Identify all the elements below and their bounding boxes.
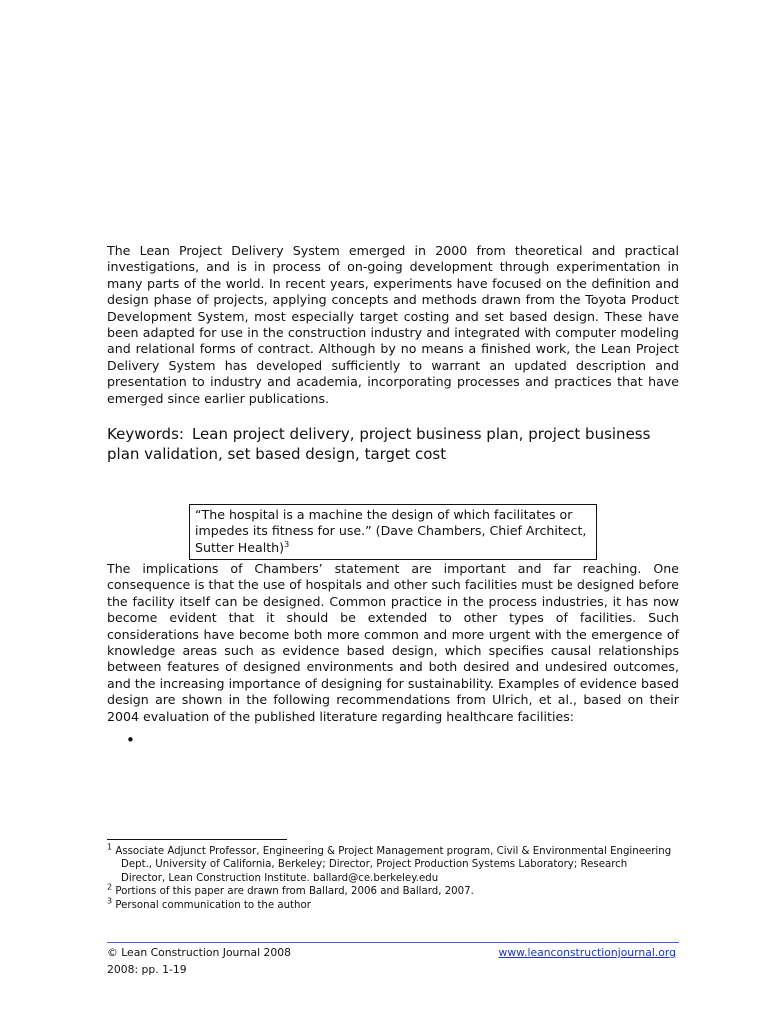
footnote-2 xyxy=(107,882,679,898)
bullet-marker: • xyxy=(126,731,135,749)
abstract-paragraph: The Lean Project Delivery System emerged in 2000 from theoretical and practical investigations, and is in process of on-going development through experimentation in many parts of the world. In recent years, experiments have focused on the definition and design phase of projects, applying concepts and methods drawn from the Toyota Product Development System, most especially target costing and set based design. These have been adapted for use in the construction industry and integrated with computer modeling and relational forms of contract. Although by no means a finished work, the Lean Project Delivery System has developed sufficiently to warrant an updated description and presentation to industry and academia, incorporating processes and practices that have emerged since earlier publications. xyxy=(107,243,679,406)
keywords-label: Keywords: xyxy=(107,425,184,443)
footer-pages: 2008: pp. 1-19 xyxy=(107,962,187,976)
journal-website-link[interactable]: www.leanconstructionjournal.org xyxy=(498,946,676,959)
footnotes xyxy=(107,842,679,912)
footnote-2-mark: 2 xyxy=(107,882,113,892)
footnote-1 xyxy=(107,842,679,885)
footer-left xyxy=(107,945,291,978)
quote-footnote-mark: 3 xyxy=(284,539,290,549)
footnote-3-text: Personal communication to the author xyxy=(115,899,311,911)
footer-rule xyxy=(107,942,679,943)
footnote-1-line3: Director, Lean Construction Institute. ballard@ce.berkeley.edu xyxy=(121,872,439,884)
footnote-separator xyxy=(107,839,287,840)
quote-text: “The hospital is a machine the design of which facilitates or impedes its fitness for use.” (Dave Chambers, Chief Architect, Sutter Health) xyxy=(195,507,587,555)
footnote-1-line2: Dept., University of California, Berkeley; Director, Project Production Systems Laboratory; Research xyxy=(121,859,628,871)
footnote-2-text: Portions of this paper are drawn from Ballard, 2006 and Ballard, 2007. xyxy=(115,886,474,898)
footnote-1-line1: Associate Adjunct Professor, Engineering & Project Management program, Civil & Environmental Engineering xyxy=(115,846,672,857)
footnote-3 xyxy=(107,896,679,912)
body-paragraph: The implications of Chambers’ statement are important and far reaching. One consequence is that the use of hospitals and other such facilities must be designed before the facility itself can be designed. Common practice in the process industries, it has now become evident that it should be extended to other types of facilities. Such considerations have become both more common and more urgent with the emergence of knowledge areas such as evidence based design, which specifies causal relationships between features of designed environments and both desired and undesired outcomes, and the increasing importance of designing for sustainability. Examples of evidence based design are shown in the following recommendations from Ulrich, et al., based on their 2004 evaluation of the published literature regarding healthcare facilities: xyxy=(107,561,679,724)
keywords-text: Lean project delivery, project business plan, project business plan validation, set based design, target cost xyxy=(107,425,651,463)
quote-box xyxy=(189,504,597,560)
keywords-line xyxy=(107,424,679,464)
footnote-3-mark: 3 xyxy=(107,896,113,906)
footnote-1-mark: 1 xyxy=(107,842,113,852)
footer-copyright: © Lean Construction Journal 2008 xyxy=(107,946,292,959)
